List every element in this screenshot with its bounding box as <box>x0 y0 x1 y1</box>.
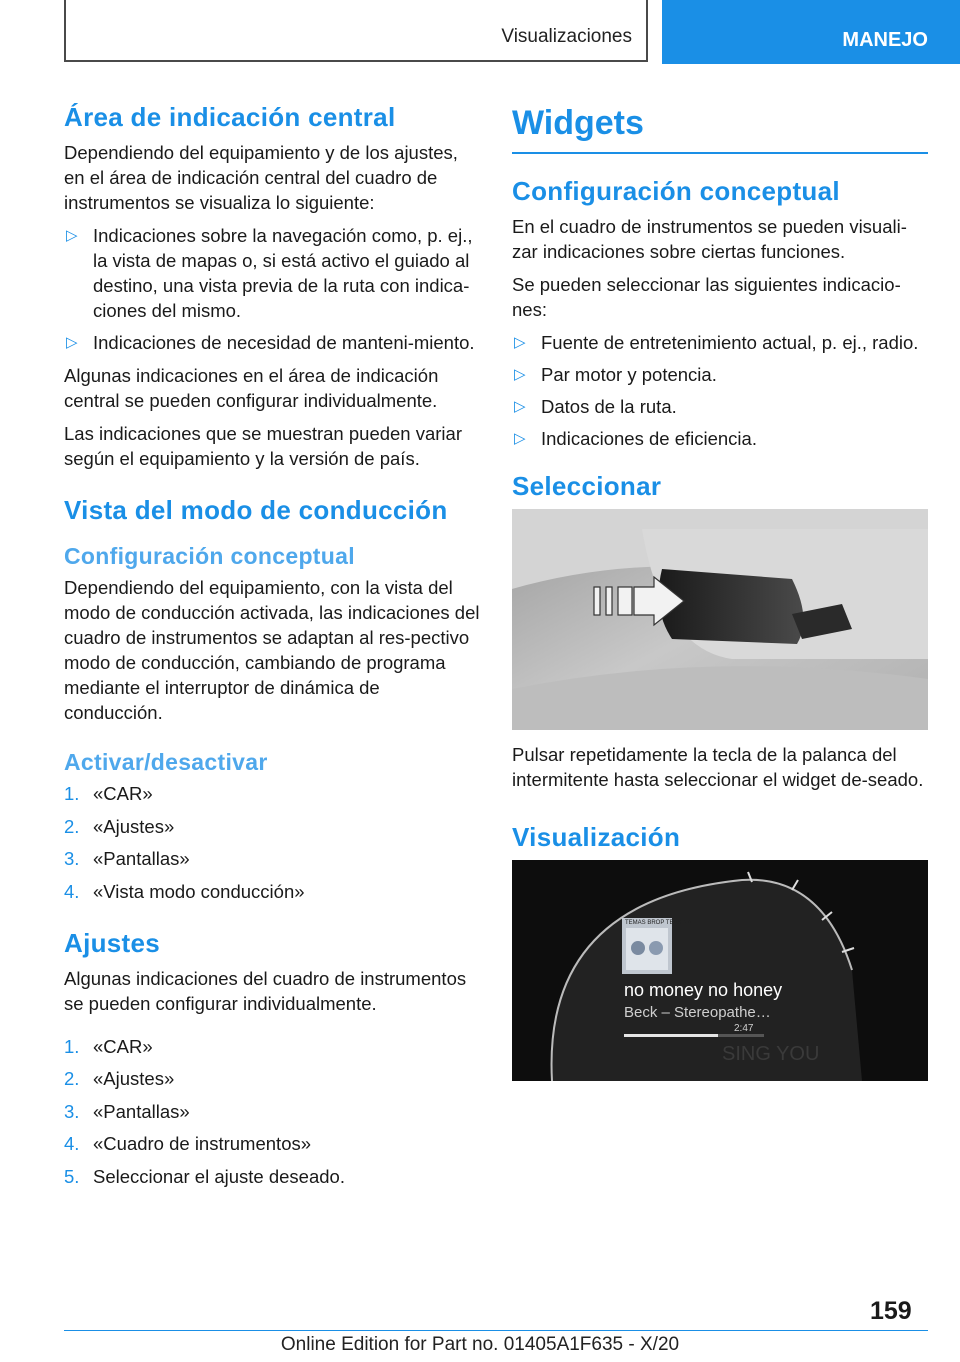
step-text: «Cuadro de instrumentos» <box>93 1133 312 1154</box>
select-text: Pulsar repetidamente la tecla de la palanca del intermitente hasta seleccionar el widget de-seado. <box>512 744 924 790</box>
triangle-right-icon: ▷ <box>514 334 526 351</box>
mode-subtitle: Configuración conceptual <box>64 543 355 569</box>
step-text: «Vista modo conducción» <box>93 880 305 902</box>
step-text: Seleccionar el ajuste deseado. <box>93 1165 345 1187</box>
widget-display-figure <box>512 860 928 1081</box>
step-number: 1. <box>64 1035 80 1057</box>
header-chapter-tab[interactable] <box>662 0 960 64</box>
right-column <box>512 100 928 1093</box>
area-intro: Dependiendo del equipamiento y de los ajustes, en el área de indicación central del cuadro de instrumentos se visualiza lo siguiente: <box>64 142 458 213</box>
step-number: 2. <box>64 1068 80 1089</box>
turn-signal-lever-illustration <box>512 509 928 730</box>
header-chapter-label: MANEJO <box>842 29 928 51</box>
header-section-title: Visualizaciones <box>501 26 632 47</box>
step-number: 3. <box>64 848 80 869</box>
step-item <box>64 781 480 806</box>
list-item <box>512 394 928 419</box>
list-item <box>64 330 480 355</box>
song-artist: Beck – Stereopathe… <box>624 1004 771 1021</box>
step-text: «Pantallas» <box>93 848 190 869</box>
step-item <box>64 1034 480 1059</box>
list-item-text: Datos de la ruta. <box>541 396 677 417</box>
instrument-cluster-widget-illustration <box>512 860 928 1081</box>
list-item <box>512 362 928 387</box>
mode-title: Vista del modo de conducción <box>64 495 448 525</box>
list-item <box>512 426 928 451</box>
select-title: Seleccionar <box>512 471 662 501</box>
step-number: 4. <box>64 880 80 902</box>
step-number: 4. <box>64 1133 80 1154</box>
concept-title: Configuración conceptual <box>512 176 840 206</box>
step-item <box>64 879 480 904</box>
song-title: no money no honey <box>624 980 783 1000</box>
triangle-right-icon: ▷ <box>66 334 78 351</box>
list-item-text: Fuente de entretenimiento actual, p. ej., radio. <box>541 332 919 353</box>
step-item <box>64 846 480 871</box>
list-item-text: Par motor y potencia. <box>541 364 717 385</box>
triangle-right-icon: ▷ <box>66 227 78 244</box>
step-text: «CAR» <box>93 783 153 804</box>
step-item <box>64 814 480 839</box>
settings-steps <box>64 1034 480 1189</box>
area-title: Área de indicación central <box>64 102 396 132</box>
concept-paragraph-2: Se pueden seleccionar las siguientes indicacio-nes: <box>512 274 901 320</box>
step-item <box>64 1099 480 1124</box>
left-column <box>64 100 480 1199</box>
area-paragraph-2: Algunas indicaciones en el área de indicación central se pueden configurar individualmente. <box>64 365 439 411</box>
mode-text: Dependiendo del equipamiento, con la vista del modo de conducción activada, las indicaciones del cuadro de instrumentos se adaptan al res-pectivo modo de conducción, cambiando de programa mediante el interruptor de dinámica de conducción. <box>64 577 480 723</box>
elapsed-time: 2:47 <box>734 1023 754 1034</box>
footer-edition: Online Edition for Part no. 01405A1F635 - X/20 <box>280 1334 680 1355</box>
display-title: Visualización <box>512 822 681 852</box>
song-progress-bar <box>624 1034 718 1037</box>
list-item <box>512 330 928 355</box>
page-header <box>0 0 960 66</box>
footer-divider <box>64 1330 928 1331</box>
album-cover-text: TEMAS BROP TEAS NA <box>625 920 692 926</box>
step-text: «CAR» <box>93 1035 153 1057</box>
widgets-title: Widgets <box>512 100 928 154</box>
list-item-text: Indicaciones sobre la navegación como, p. ej., la vista de mapas o, si está activo el guiado al destino, una vista previa de la ruta con indica-ciones del mismo. <box>93 225 473 321</box>
background-text: SING YOU <box>722 1043 820 1065</box>
header-section-box <box>64 0 648 62</box>
triangle-right-icon: ▷ <box>514 430 526 447</box>
concept-paragraph-1: En el cuadro de instrumentos se pueden visuali-zar indicaciones sobre ciertas funciones. <box>512 216 907 262</box>
step-item <box>64 1131 480 1156</box>
step-number: 2. <box>64 815 80 837</box>
turn-signal-lever-figure <box>512 509 928 730</box>
concept-bullet-list <box>512 330 928 451</box>
activate-steps <box>64 781 480 904</box>
triangle-right-icon: ▷ <box>514 398 526 415</box>
step-number: 1. <box>64 783 80 804</box>
step-number: 5. <box>64 1165 80 1187</box>
settings-title: Ajustes <box>64 927 161 958</box>
step-text: «Ajustes» <box>93 1068 175 1089</box>
activate-title: Activar/desactivar <box>64 749 268 775</box>
list-item-text: Indicaciones de eficiencia. <box>541 428 757 449</box>
step-item <box>64 1066 480 1091</box>
area-bullet-list <box>64 223 480 355</box>
triangle-right-icon: ▷ <box>514 366 526 383</box>
list-item-text: Indicaciones de necesidad de manteni-miento. <box>93 332 475 353</box>
step-item <box>64 1164 480 1189</box>
step-text: «Pantallas» <box>93 1100 190 1122</box>
page-number: 159 <box>870 1297 912 1325</box>
settings-text: Algunas indicaciones del cuadro de instrumentos se pueden configurar individualmente. <box>64 967 467 1014</box>
list-item <box>64 223 480 323</box>
step-number: 3. <box>64 1100 80 1122</box>
area-paragraph-3: Las indicaciones que se muestran pueden variar según el equipamiento y la versión de país. <box>64 423 462 469</box>
step-text: «Ajustes» <box>93 815 175 837</box>
